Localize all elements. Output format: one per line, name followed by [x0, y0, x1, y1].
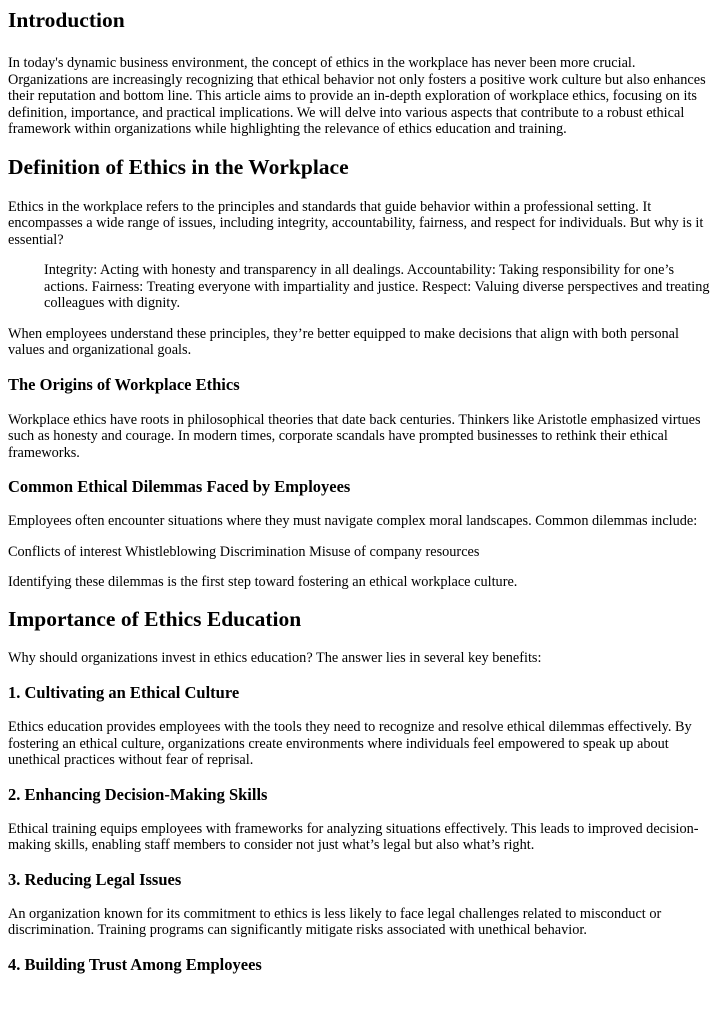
dilemmas-closing-paragraph: Identifying these dilemmas is the first step toward fostering an ethical workplace culture. [8, 574, 518, 590]
definition-heading: Definition of Ethics in the Workplace [8, 154, 349, 179]
dilemmas-list: Conflicts of interest Whistleblowing Discrimination Misuse of company resources [8, 543, 480, 560]
education-heading: Importance of Ethics Education [8, 606, 302, 631]
origins-paragraph: Workplace ethics have roots in philosophical theories that date back centuries. Thinkers like Aristotle emphasized virtues such as honesty and courage. In modern times, corporate scandals have prompted businesses to rethink their ethical frameworks. [8, 411, 701, 461]
education-paragraph: Why should organizations invest in ethics education? The answer lies in several key benefits: [8, 649, 542, 666]
benefit-heading: 2. Enhancing Decision-Making Skills [8, 784, 268, 804]
benefit-heading: 4. Building Trust Among Employees [8, 954, 262, 974]
dilemmas-heading: Common Ethical Dilemmas Faced by Employees [8, 477, 351, 496]
principles-blockquote: Integrity: Acting with honesty and transparency in all dealings. Accountability: Taking responsibility for one’s actions. Fairness: Treating everyone with impartiality and justice. Respect: Valuing diverse perspectives and treating colleagues with dignity. [44, 262, 710, 311]
benefit-paragraph: An organization known for its commitment to ethics is less likely to face legal challenges related to misconduct or discrimination. Training programs can significantly mitigate risks associated with unethical behavior. [8, 905, 662, 938]
introduction-paragraph: In today's dynamic business environment, the concept of ethics in the workplace has never been more crucial. Organizations are increasingly recognizing that ethical behavior not only fosters a positive work culture but also enhances their reputation and bottom line. This article aims to provide an in-depth exploration of workplace ethics, focusing on its definition, importance, and practical implications. We will delve into various aspects that contribute to a robust ethical framework within organizations while highlighting the relevance of ethics education and training. [8, 55, 706, 137]
benefit-paragraph: Ethical training equips employees with frameworks for analyzing situations effectively. This leads to improved decision-making skills, enabling staff members to consider not just what’s legal but also what’s right. [8, 820, 699, 853]
benefit-paragraph: Ethics education provides employees with the tools they need to recognize and resolve ethical dilemmas effectively. By fostering an ethical culture, organizations create environments where individuals feel empowered to speak up about unethical practices without fear of reprisal. [8, 719, 692, 768]
dilemmas-paragraph: Employees often encounter situations where they must navigate complex moral landscapes. Common dilemmas include: [8, 513, 698, 529]
definition-paragraph: Ethics in the workplace refers to the principles and standards that guide behavior within a professional setting. It encompasses a wide range of issues, including integrity, accountability, fairness, and respect for individuals. But why is it essential? [8, 198, 704, 248]
benefit-heading: 3. Reducing Legal Issues [8, 869, 182, 889]
benefit-heading: 1. Cultivating an Ethical Culture [8, 683, 240, 702]
definition-closing-paragraph: When employees understand these principles, they’re better equipped to make decisions that align with both personal values and organizational goals. [8, 325, 679, 358]
origins-heading: The Origins of Workplace Ethics [8, 374, 240, 394]
introduction-heading: Introduction [8, 8, 125, 32]
